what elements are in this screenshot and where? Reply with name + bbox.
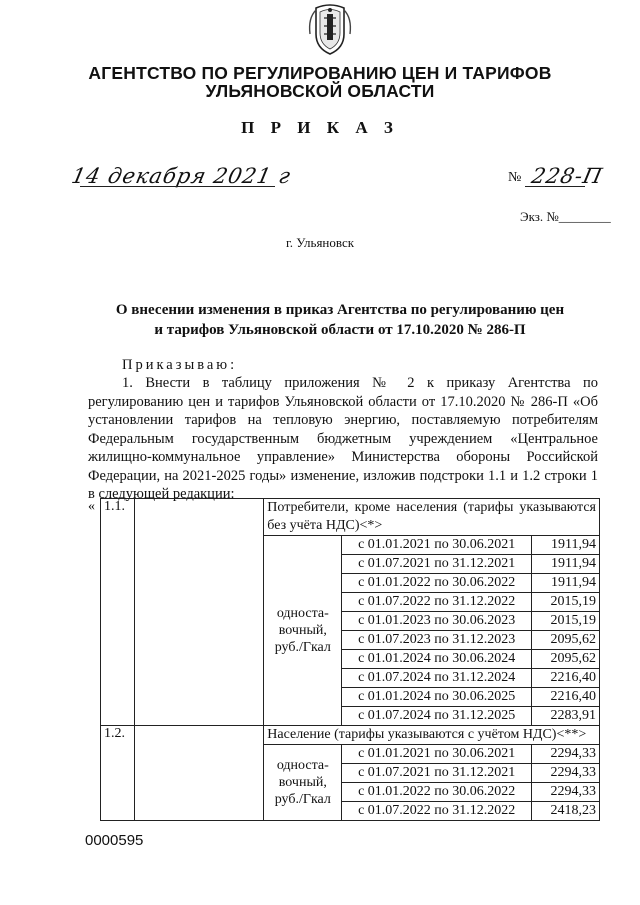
tariff-period: с 01.07.2023 по 31.12.2023 [342, 631, 532, 650]
order-subject [80, 300, 600, 340]
tariff-value: 2418,23 [532, 802, 600, 821]
blank-cell [135, 726, 264, 821]
tariff-period: с 01.01.2023 по 30.06.2023 [342, 612, 532, 631]
tariff-value: 2216,40 [532, 669, 600, 688]
tariff-value: 2294,33 [532, 783, 600, 802]
tariff-value: 2294,33 [532, 745, 600, 764]
order-word: Приказываю: [122, 357, 238, 373]
subject-line2: и тарифов Ульяновской области от 17.10.2020 № 286-П [154, 322, 526, 338]
city-label: г. Ульяновск [285, 235, 355, 250]
tariff-period: с 01.07.2022 по 31.12.2022 [342, 802, 532, 821]
tariff-value: 1911,94 [532, 574, 600, 593]
tariff-period: с 01.01.2022 по 30.06.2022 [342, 783, 532, 802]
opening-quote: « [88, 499, 95, 514]
row-number: 1.2. [101, 726, 135, 821]
tariff-value: 2294,33 [532, 764, 600, 783]
table-row [101, 726, 600, 745]
handwritten-number: 228-П [529, 164, 606, 188]
subject-line1: О внесении изменения в приказ Агентства по регулированию цен [115, 302, 565, 318]
tariff-value: 2095,62 [532, 631, 600, 650]
paragraph-text: 1. Внести в таблицу приложения № 2 к приказу Агентства по регулированию цен и тарифов Ульяновской области от 17.10.2020 № 286-П «Об установлении тарифов на тепловую энергию, поставляемую потребителям Федеральным государственным бюджетным учреждением «Центральное жилищно-коммунальное управление» Министерства обороны Российской Федерации, на 2021-2025 годы» изменение, изложив подстроки 1.1 и 1.2 строки 1 в следующей редакции: [88, 375, 598, 502]
consumer-category: Потребители, кроме населения (тарифы указываются без учёта НДС)<*> [264, 499, 600, 536]
row-number: 1.1. [101, 499, 135, 726]
tariff-unit: односта-вочный, руб./Гкал [264, 745, 342, 821]
agency-name-line2: УЛЬЯНОВСКОЙ ОБЛАСТИ [205, 81, 435, 101]
tariff-period: с 01.01.2021 по 30.06.2021 [342, 536, 532, 555]
tariff-period: с 01.01.2024 по 30.06.2024 [342, 650, 532, 669]
agency-name-line1: АГЕНТСТВО ПО РЕГУЛИРОВАНИЮ ЦЕН И ТАРИФОВ [88, 63, 552, 83]
handwritten-date: 14 декабря 2021 г [69, 164, 294, 188]
tariff-value: 2216,40 [532, 688, 600, 707]
tariff-period: с 01.07.2024 по 31.12.2025 [342, 707, 532, 726]
coat-of-arms-emblem [300, 0, 360, 58]
tariff-value: 2015,19 [532, 593, 600, 612]
consumer-category: Население (тарифы указываются с учётом НДС)<**> [264, 726, 600, 745]
tariff-period: с 01.07.2021 по 31.12.2021 [342, 764, 532, 783]
tariff-period: с 01.07.2022 по 31.12.2022 [342, 593, 532, 612]
document-type-title: П Р И К А З [241, 118, 399, 137]
table-row [101, 499, 600, 536]
tariff-unit: односта-вочный, руб./Гкал [264, 536, 342, 726]
document-code: 0000595 [85, 832, 144, 849]
tariff-period: с 01.07.2021 по 31.12.2021 [342, 555, 532, 574]
tariff-period: с 01.01.2024 по 30.06.2025 [342, 688, 532, 707]
tariff-value: 2015,19 [532, 612, 600, 631]
blank-cell [135, 499, 264, 726]
date-underline [80, 186, 275, 187]
number-underline [525, 186, 585, 187]
tariff-value: 2283,91 [532, 707, 600, 726]
tariff-table [100, 498, 600, 821]
tariff-period: с 01.07.2024 по 31.12.2024 [342, 669, 532, 688]
tariff-value: 1911,94 [532, 536, 600, 555]
order-paragraph [88, 374, 598, 504]
copy-number-label: Экз. №________ [520, 209, 611, 224]
tariff-value: 1911,94 [532, 555, 600, 574]
tariff-period: с 01.01.2021 по 30.06.2021 [342, 745, 532, 764]
tariff-period: с 01.01.2022 по 30.06.2022 [342, 574, 532, 593]
number-prefix: № [508, 170, 522, 185]
tariff-value: 2095,62 [532, 650, 600, 669]
